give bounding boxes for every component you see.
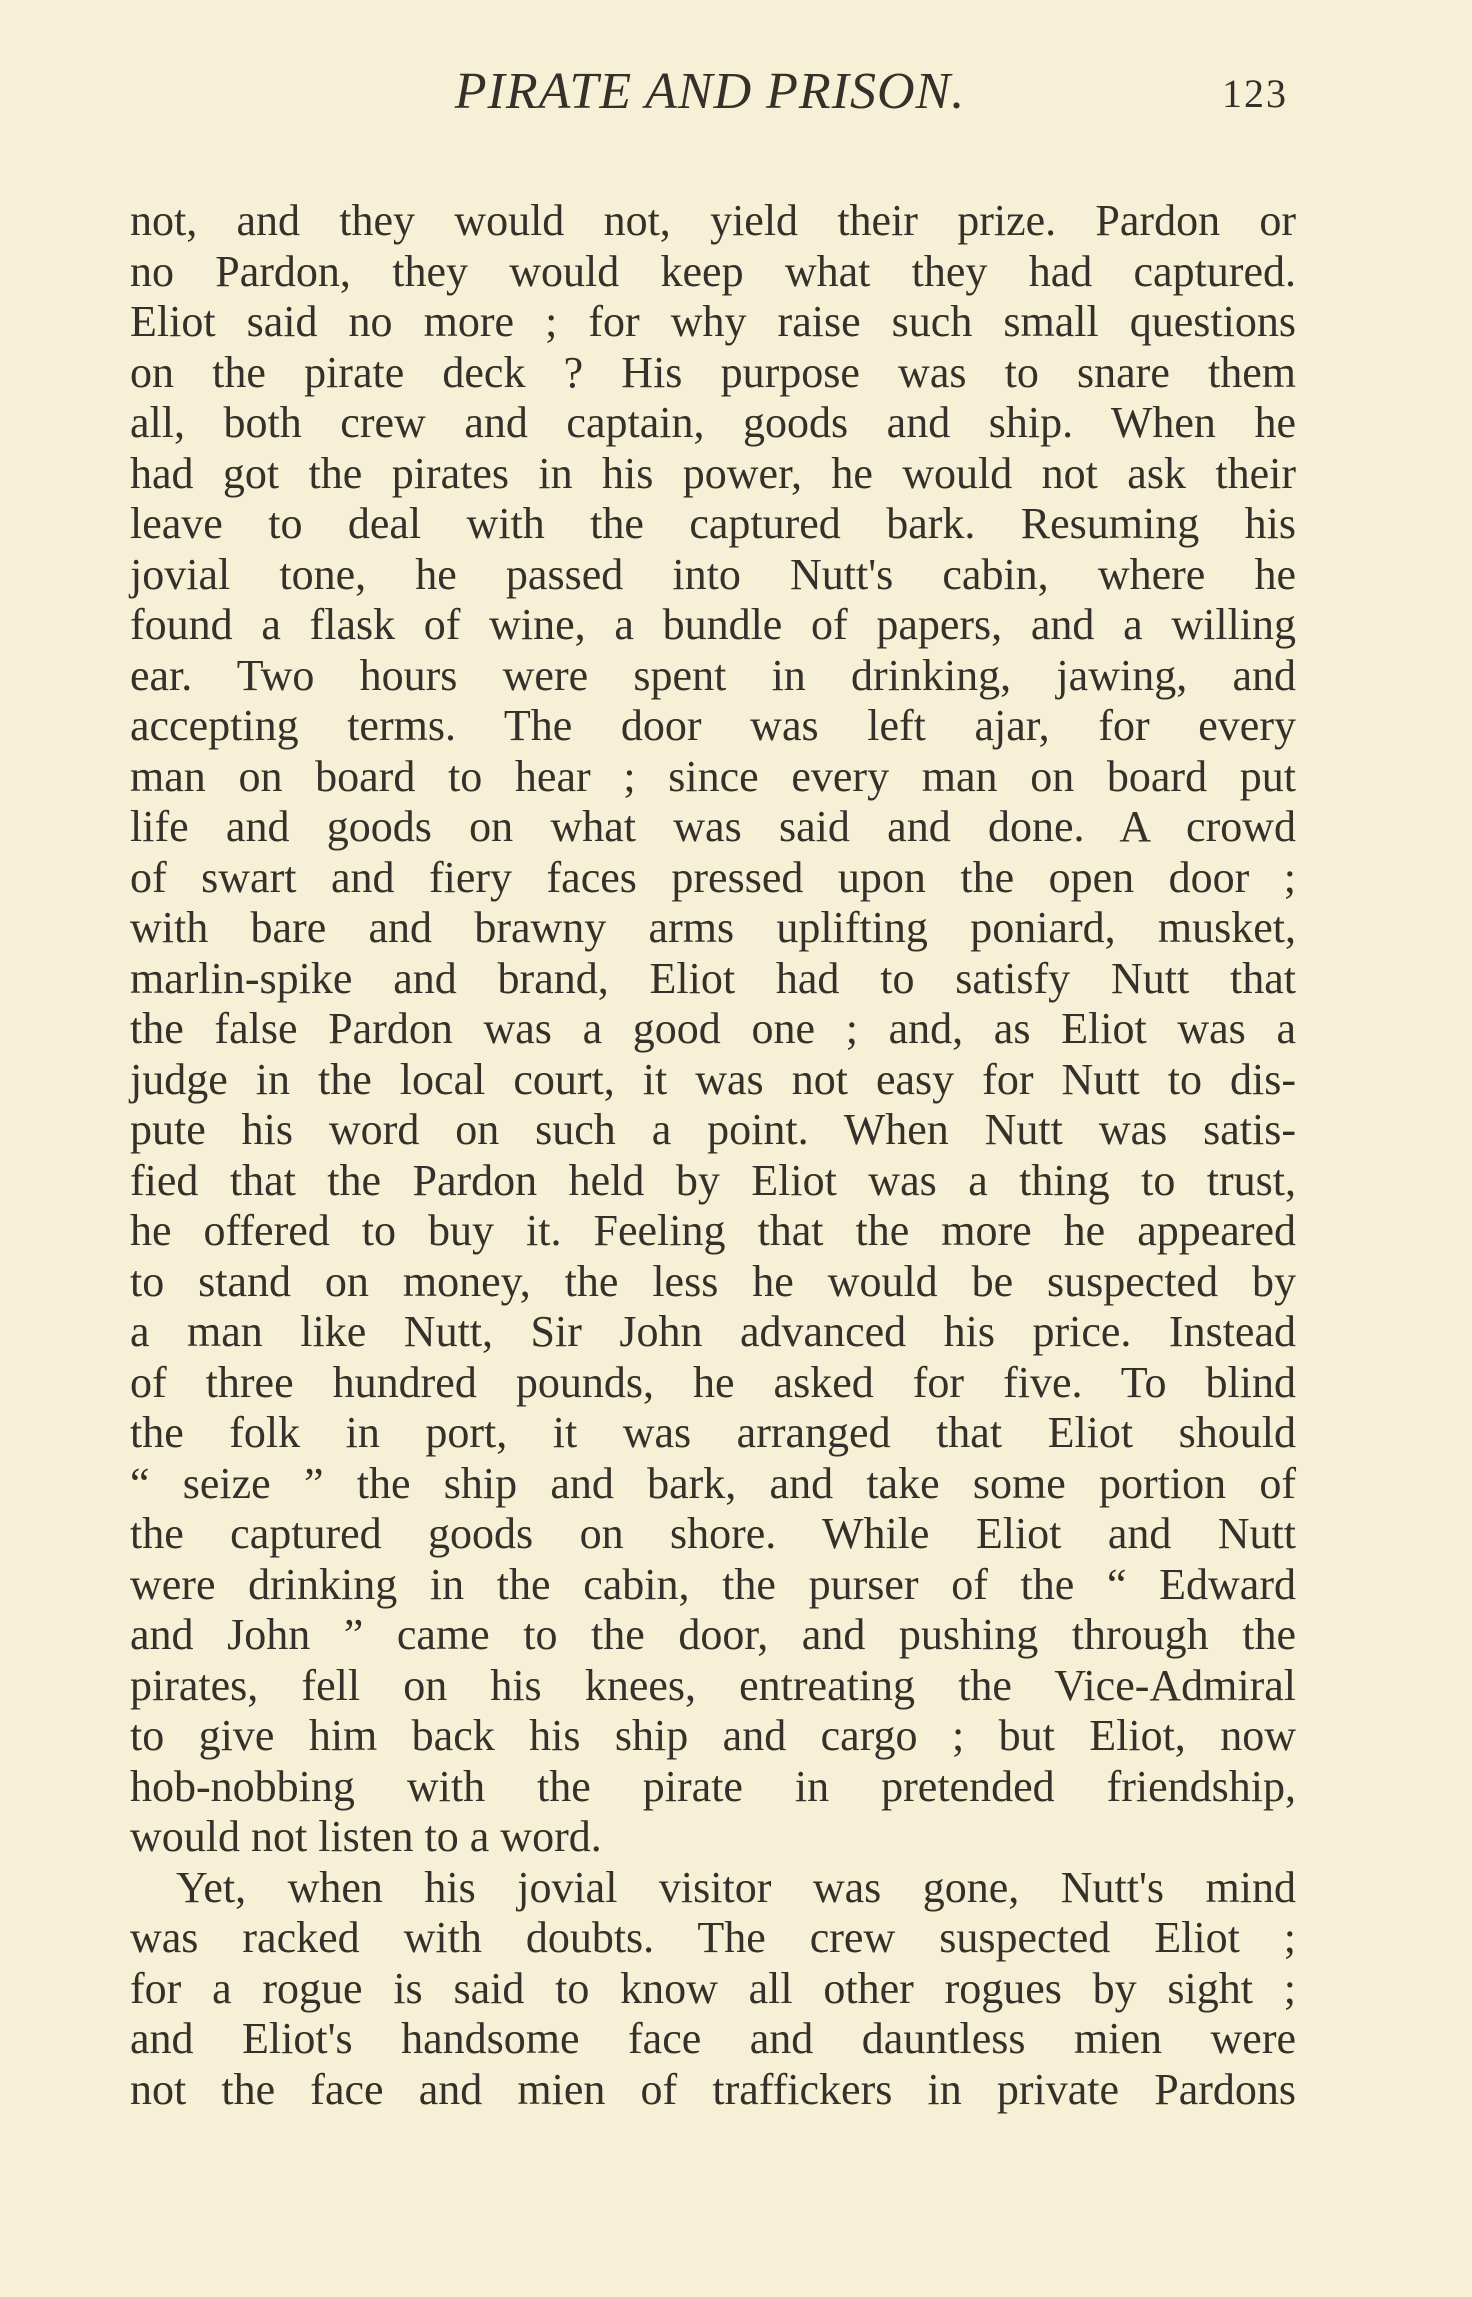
text-line: judge in the local court, it was not easy for Nutt to dis- [130,1054,1296,1104]
text-line: the false Pardon was a good one ; and, as Eliot was a [130,1004,1296,1053]
text-line: found a flask of wine, a bundle of papers, and a willing [130,600,1296,649]
text-line: pute his word on such a point. When Nutt was satis- [130,1105,1296,1154]
text-line: Yet, when his jovial visitor was gone, Nutt's mind [176,1862,1296,1912]
text-line: fied that the Pardon held by Eliot was a thing to trust, [130,1155,1296,1205]
paragraph [130,1863,1296,2116]
text-line: accepting terms. The door was left ajar, for every [130,701,1296,750]
text-line: no Pardon, they would keep what they had captured. [130,246,1296,296]
text-line: marlin-spike and brand, Eliot had to satisfy Nutt that [130,953,1296,1003]
text-line: had got the pirates in his power, he would not ask their [130,448,1296,498]
text-line: and Eliot's handsome face and dauntless mien were [130,2014,1296,2063]
text-line: life and goods on what was said and done. A crowd [130,802,1296,851]
text-line: with bare and brawny arms uplifting poniard, musket, [130,903,1296,952]
text-line: he offered to buy it. Feeling that the more he appeared [130,1206,1296,1255]
text-line: the folk in port, it was arranged that Eliot should [130,1408,1296,1457]
text-line: jovial tone, he passed into Nutt's cabin, where he [130,549,1296,599]
text-line: hob-nobbing with the pirate in pretended friendship, [130,1761,1296,1811]
text-line: of three hundred pounds, he asked for five. To blind [130,1357,1296,1407]
body-text [130,196,1296,2115]
text-line: to give him back his ship and cargo ; but Eliot, now [130,1711,1296,1760]
text-line: for a rogue is said to know all other rogues by sight ; [130,1963,1296,2013]
text-line: Eliot said no more ; for why raise such small questions [130,297,1296,346]
text-line: to stand on money, the less he would be suspected by [130,1256,1296,1306]
text-line: and John ” came to the door, and pushing through the [130,1610,1296,1659]
text-line: on the pirate deck ? His purpose was to snare them [130,347,1296,397]
running-head-title: PIRATE AND PRISON. [454,63,966,120]
text-line: all, both crew and captain, goods and ship. When he [130,398,1296,447]
text-line: man on board to hear ; since every man on board put [130,751,1296,801]
paragraph [130,196,1296,1863]
text-line: was racked with doubts. The crew suspected Eliot ; [130,1913,1296,1962]
text-line: leave to deal with the captured bark. Resuming his [130,499,1296,548]
text-line: were drinking in the cabin, the purser of the “ Edward [130,1559,1296,1609]
text-line: of swart and fiery faces pressed upon the open door ; [130,852,1296,902]
text-line: a man like Nutt, Sir John advanced his price. Instead [130,1307,1296,1356]
text-line: not, and they would not, yield their prize. Pardon or [130,196,1296,245]
text-line: the captured goods on shore. While Eliot and Nutt [130,1509,1296,1558]
text-line: not the face and mien of traffickers in private Pardons [130,2064,1296,2114]
text-line: “ seize ” the ship and bark, and take some portion of [130,1458,1296,1508]
page-number: 123 [1222,71,1288,116]
text-line: pirates, fell on his knees, entreating the Vice-Admiral [130,1660,1296,1710]
text-line: would not listen to a word. [130,1812,602,1861]
running-head [0,62,1472,132]
text-line: ear. Two hours were spent in drinking, jawing, and [130,650,1296,700]
